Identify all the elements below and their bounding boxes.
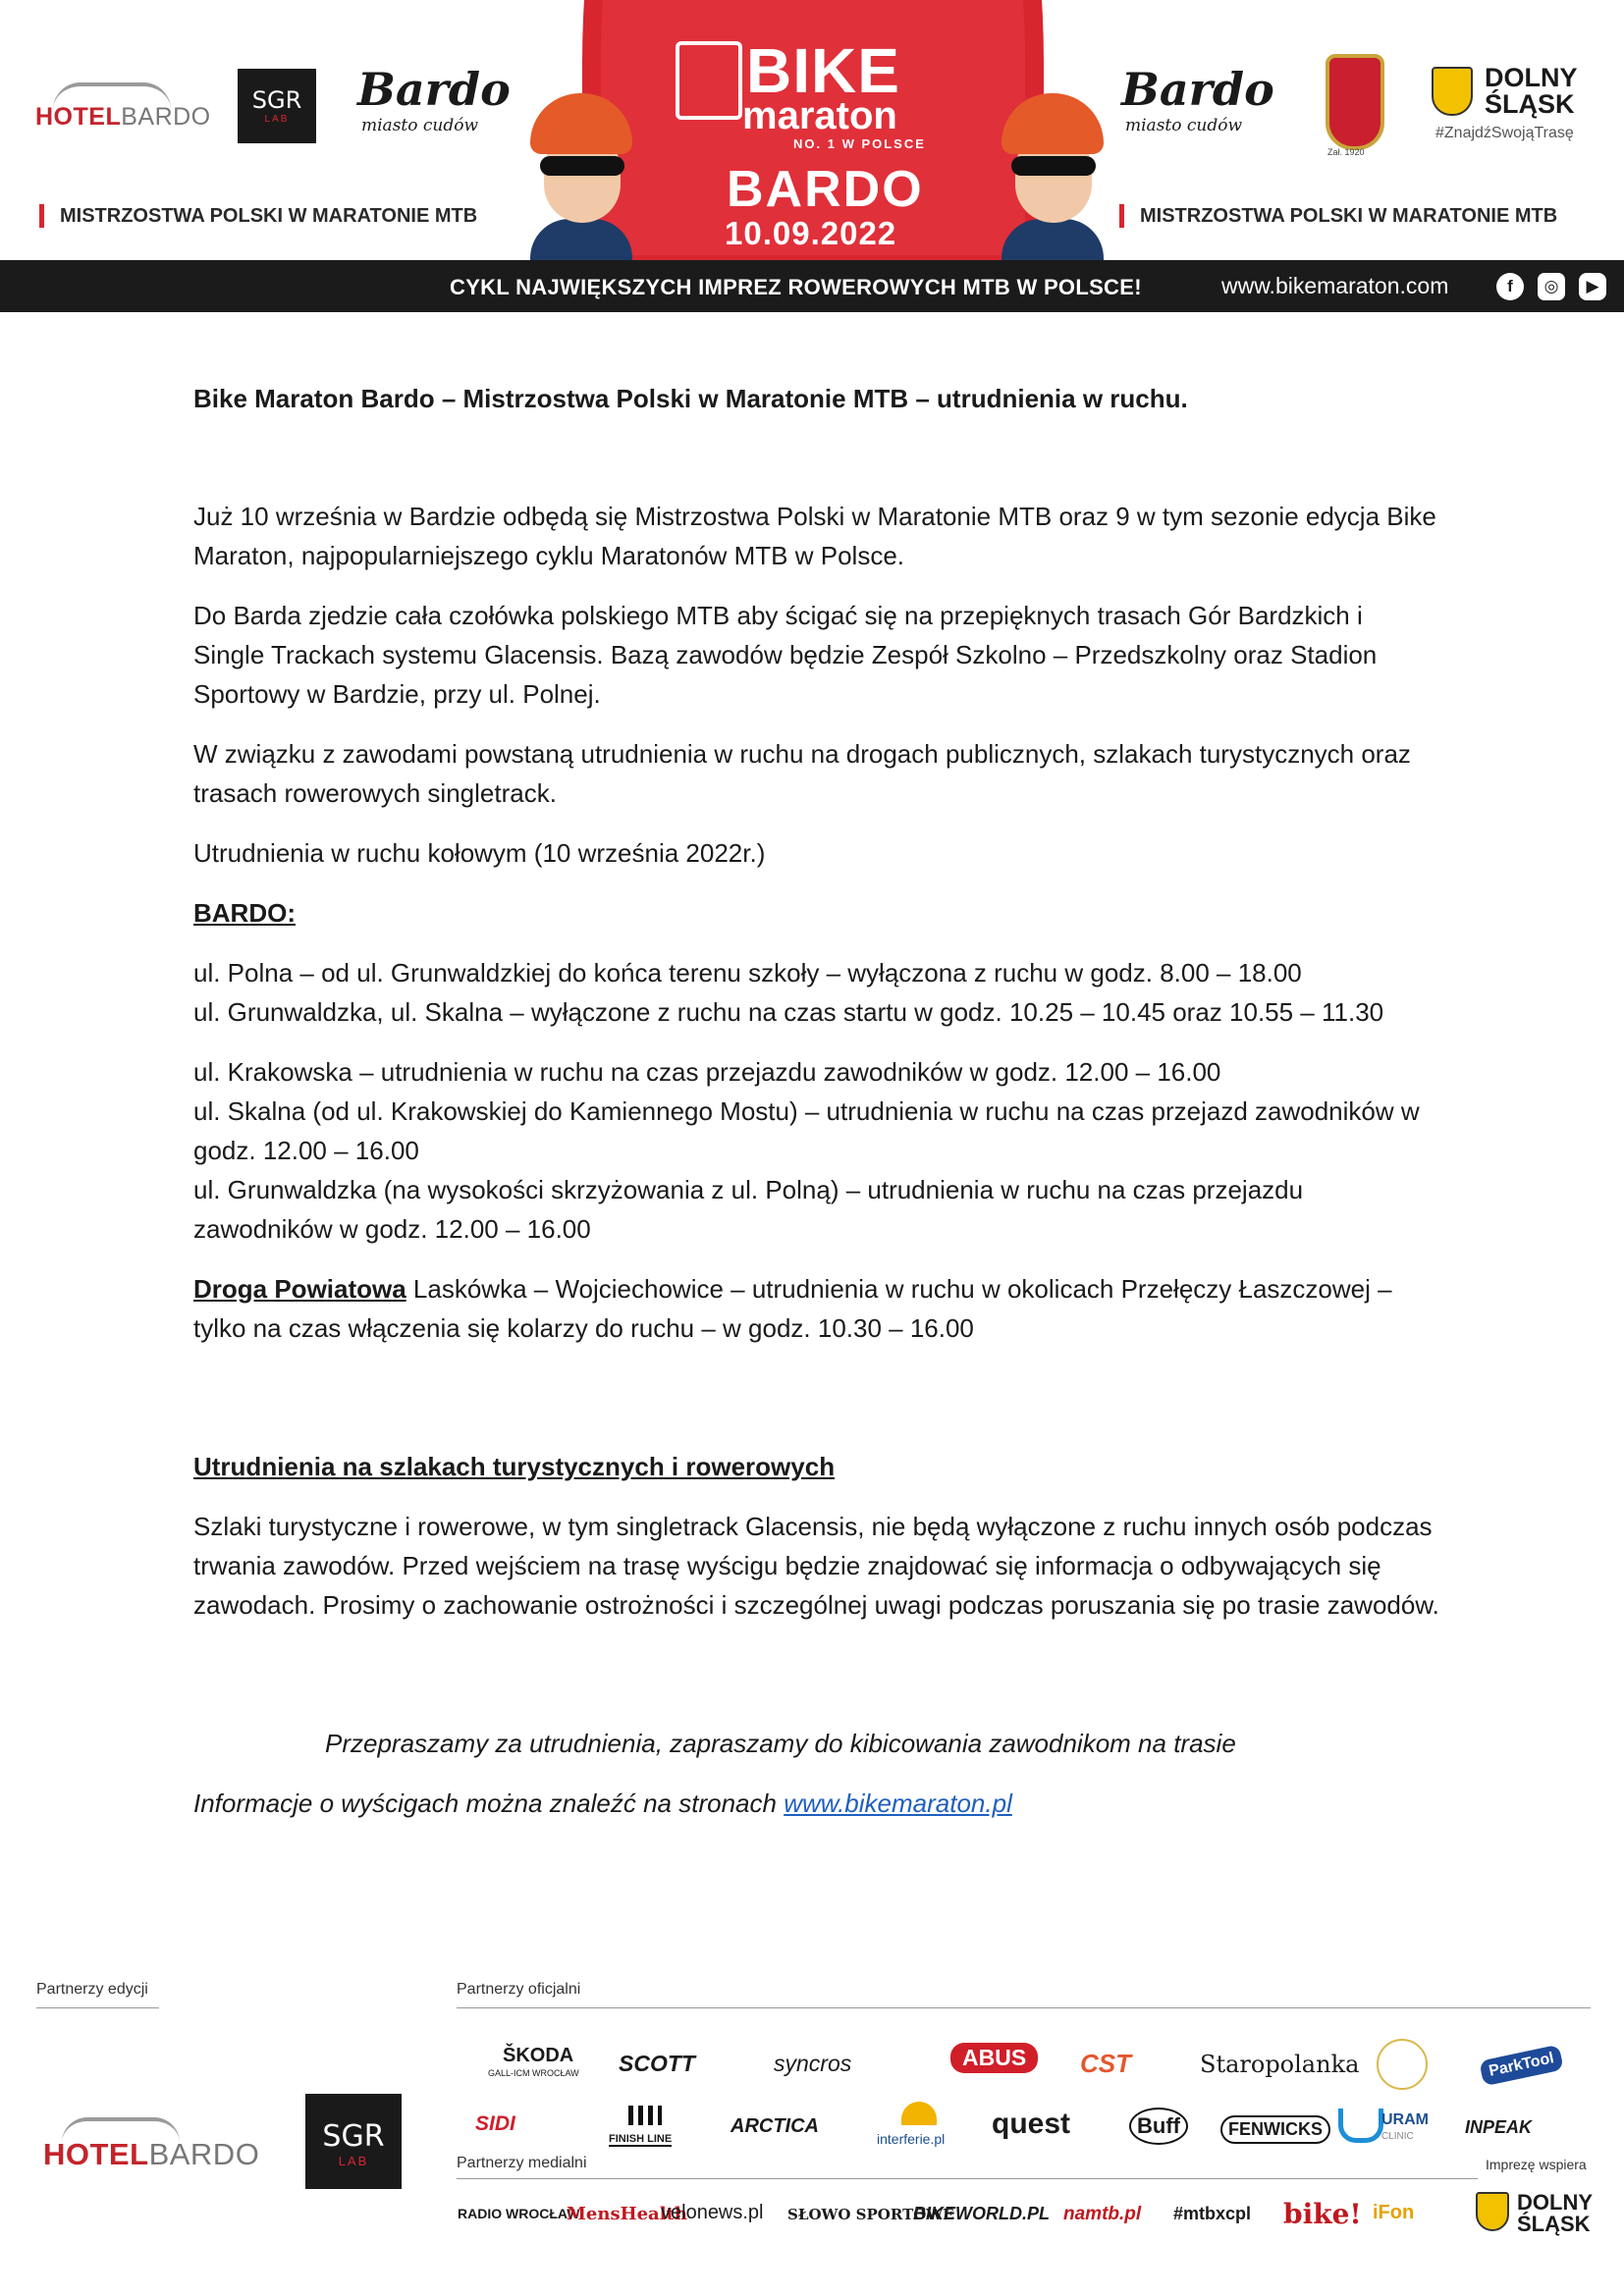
bardo-tagline-left: miasto cudów	[361, 116, 479, 135]
partner-sidi: SIDI	[475, 2112, 515, 2135]
divider-official	[457, 2007, 1591, 2008]
footer-sgr-main: SGR	[322, 2119, 385, 2154]
footer-hotel-accent: BARDO	[148, 2137, 260, 2171]
strip-slogan: CYKL NAJWIĘKSZYCH IMPREZ ROWEROWYCH MTB W POLSCE!	[450, 275, 1142, 299]
dolny-slask-logo	[1485, 65, 1578, 118]
info-line	[193, 1784, 1440, 1823]
pzkol-founded: Zał. 1920	[1327, 147, 1365, 157]
restrictions-group-1	[193, 953, 1440, 1032]
event-brand-top: BIKE	[746, 35, 900, 106]
hotel-bardo-logo	[35, 103, 211, 132]
dolny-slask-line2: ŚLĄSK	[1485, 89, 1575, 119]
hotel-logo-main: HOTEL	[35, 103, 122, 131]
partner-parktool: ParkTool	[1479, 2045, 1564, 2087]
partner-scott: SCOTT	[619, 2051, 695, 2076]
restriction-item: ul. Grunwaldzka, ul. Skalna – wyłączone z ruchu na czas startu w godz. 10.25 – 10.45 oraz 10.55 – 11.30	[193, 997, 1384, 1027]
pzkol-emblem	[1326, 54, 1384, 150]
uram-icon	[1338, 2109, 1383, 2143]
partner-velonews: velonews.pl	[661, 2202, 764, 2223]
paragraph-3: W związku z zawodami powstaną utrudnienia w ruchu na drogach publicznych, szlakach turystycznych oraz trasach rowerowych singletrack.	[193, 739, 1411, 808]
partner-mtbxcpl: #mtbxcpl	[1173, 2204, 1252, 2223]
partner-interferie: interferie.pl	[877, 2131, 946, 2147]
partner-ifon: iFon	[1373, 2202, 1415, 2223]
partner-namtb: namtb.pl	[1063, 2204, 1142, 2224]
footer-sgr-lab-logo	[305, 2094, 402, 2189]
youtube-icon[interactable]: ▶	[1579, 273, 1606, 300]
instagram-icon[interactable]: ◎	[1538, 273, 1565, 300]
partner-arctica: ARCTICA	[731, 2115, 819, 2137]
footer-sgr-sub: LAB	[338, 2154, 369, 2168]
footer-hotel-main: HOTEL	[43, 2137, 149, 2171]
powiatowa-paragraph	[193, 1269, 1440, 1348]
cyclist-icon	[676, 41, 742, 120]
paragraph-2: Do Barda zjedzie cała czołówka polskiego MTB aby ścigać się na przepięknych trasach Gór Bardzkich i Single Trackach systemu Glacensis. Bazą zawodów będzie Zespół Szkolno – Przedszkolny oraz Stadion Sportowy w Bardzie, przy ul. Polnej.	[193, 601, 1378, 709]
partner-finish-line: FINISH LINE	[609, 2133, 673, 2145]
powiatowa-label: Droga Powiatowa	[193, 1274, 406, 1304]
strip-url[interactable]: www.bikemaraton.com	[1221, 273, 1449, 298]
bardo-tagline-right: miasto cudów	[1125, 116, 1243, 135]
partner-slowo-sportowe: SŁOWO SPORTOWE	[787, 2206, 954, 2223]
info-prefix: Informacje o wyścigach można znaleźć na stronach	[193, 1789, 785, 1818]
partner-fenwicks: FENWICKS	[1220, 2115, 1330, 2144]
event-brand-bottom: maraton	[742, 94, 897, 137]
restriction-item: ul. Grunwaldzka (na wysokości skrzyżowania z ul. Polną) – utrudnienia w ruchu na czas przejazdu zawodników w godz. 12.00 – 16.00	[193, 1175, 1304, 1244]
bikemaraton-link[interactable]: www.bikemaraton.pl	[784, 1789, 1012, 1818]
restrictions-group-2	[193, 1052, 1440, 1249]
label-support: Imprezę wspiera	[1486, 2157, 1587, 2172]
partner-badge-logo	[1377, 2039, 1428, 2090]
label-partners-media: Partnerzy medialni	[457, 2155, 587, 2171]
partners-footer	[0, 1978, 1624, 2296]
footer-dolny-slask-eagle-icon	[1476, 2192, 1509, 2231]
bardo-logo-left: Bardo	[357, 63, 511, 116]
dolny-slask-eagle-icon	[1432, 67, 1473, 116]
restriction-item: ul. Polna – od ul. Grunwaldzkiej do końca terenu szkoły – wyłączona z ruchu w godz. 8.00 – 18.00	[193, 958, 1302, 988]
divider-edition	[36, 2007, 159, 2008]
footer-hotel-bardo-logo	[43, 2137, 259, 2172]
partner-radio-wroclaw: RADIO WROCŁAW	[458, 2206, 580, 2221]
partner-skoda: ŠKODA	[503, 2045, 574, 2066]
sgr-logo-sub: LAB	[264, 114, 290, 125]
rider-illustration-left	[520, 93, 638, 260]
sgr-logo-main: SGR	[251, 86, 302, 114]
championship-label-left: MISTRZOSTWA POLSKI W MARATONIE MTB	[39, 204, 477, 228]
powiatowa-text: Laskówka – Wojciechowice – utrudnienia w ruchu w okolicach Przełęczy Łaszczowej – tylko na czas włączenia się kolarzy do ruchu – w godz. 10.30 – 16.00	[193, 1274, 1392, 1343]
partner-quest: quest	[992, 2108, 1071, 2140]
footer-dolny-slask-logo	[1517, 2192, 1593, 2235]
event-tagline: NO. 1 W POLSCE	[793, 136, 926, 151]
partner-cst: CST	[1080, 2049, 1131, 2078]
footer-dolny-slask-line1: DOLNY	[1517, 2190, 1593, 2215]
restriction-item: ul. Skalna (od ul. Krakowskiej do Kamiennego Mostu) – utrudnienia w ruchu na czas przejazd zawodników w godz. 12.00 – 16.00	[193, 1096, 1420, 1165]
partner-skoda-sub: GALL-ICM WROCŁAW	[488, 2068, 579, 2078]
hotel-logo-accent: BARDO	[121, 103, 211, 131]
bardo-heading: BARDO:	[193, 898, 296, 928]
apology-line: Przepraszamy za utrudnienia, zapraszamy do kibicowania zawodnikom na trasie	[325, 1729, 1236, 1758]
partner-uram: URAM	[1381, 2111, 1429, 2128]
partner-bikeworld: BIKEWORLD.PL	[913, 2204, 1050, 2223]
trails-heading: Utrudnienia na szlakach turystycznych i rowerowych	[193, 1452, 836, 1481]
event-date: 10.09.2022	[725, 215, 897, 251]
label-partners-official: Partnerzy oficjalni	[457, 1981, 581, 1998]
trails-paragraph: Szlaki turystyczne i rowerowe, w tym singletrack Glacensis, nie będą wyłączone z ruchu innych osób podczas trwania zawodów. Przed wejściem na trasę wyścigu będzie znajdować się informacja o odbywających się zawodach. Prosimy o zachowanie ostrożności i szczególnej uwagi podczas poruszania się po trasie zawodów.	[193, 1512, 1439, 1620]
checkered-flag-icon	[628, 2106, 662, 2125]
partner-buff: Buff	[1129, 2108, 1188, 2145]
intro-paragraph: Już 10 września w Bardzie odbędą się Mistrzostwa Polski w Maratonie MTB oraz 9 w tym sezonie edycja Bike Maraton, najpopularniejszego cyklu Maratonów MTB w Polsce.	[193, 502, 1436, 570]
header-banner	[0, 0, 1624, 312]
sun-icon	[901, 2102, 937, 2125]
partner-menshealth: MensHealth	[567, 2204, 687, 2224]
partner-bike-magazine: bike!	[1283, 2198, 1362, 2230]
label-partners-edition: Partnerzy edycji	[36, 1981, 148, 1998]
divider-media	[457, 2178, 1478, 2179]
event-city: BARDO	[727, 161, 924, 218]
footer-dolny-slask-line2: ŚLĄSK	[1517, 2212, 1591, 2236]
paragraph-4: Utrudnienia w ruchu kołowym (10 września 2022r.)	[193, 838, 766, 868]
partner-abus: ABUS	[950, 2043, 1038, 2073]
partner-uram-sub: CLINIC	[1381, 2131, 1414, 2142]
facebook-icon[interactable]: f	[1496, 273, 1524, 300]
partner-staropolanka: Staropolanka	[1200, 2051, 1360, 2078]
partner-inpeak: INPEAK	[1465, 2117, 1533, 2137]
dolny-slask-line1: DOLNY	[1485, 63, 1578, 92]
championship-label-right: MISTRZOSTWA POLSKI W MARATONIE MTB	[1119, 204, 1557, 228]
bardo-logo-right: Bardo	[1121, 63, 1274, 116]
dolny-slask-hashtag: #ZnajdźSwojąTrasę	[1435, 125, 1574, 141]
restriction-item: ul. Krakowska – utrudnienia w ruchu na czas przejazdu zawodników w godz. 12.00 – 16.00	[193, 1057, 1221, 1087]
sgr-lab-logo	[238, 69, 316, 143]
document-title: Bike Maraton Bardo – Mistrzostwa Polski w Maratonie MTB – utrudnienia w ruchu.	[193, 384, 1188, 413]
partner-syncros: syncros	[774, 2051, 852, 2076]
document-body	[193, 379, 1440, 1823]
rider-illustration-right	[992, 93, 1110, 260]
